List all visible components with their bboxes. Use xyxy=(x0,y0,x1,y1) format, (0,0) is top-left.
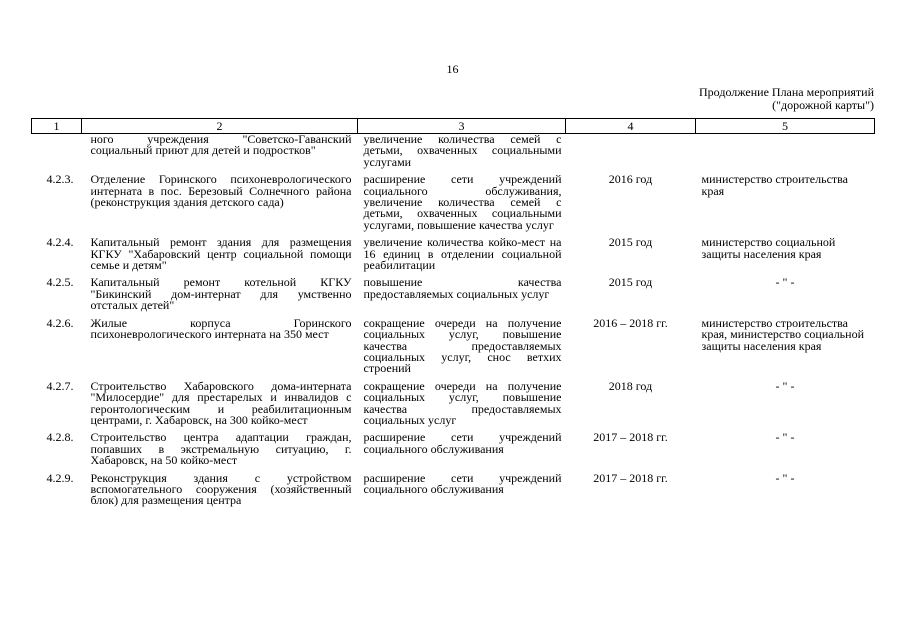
table-row xyxy=(32,312,875,375)
page-number: 16 xyxy=(446,62,459,76)
row-term: 2017 – 2018 гг. xyxy=(593,470,668,485)
row-number: 4.2.6. xyxy=(46,315,74,330)
row-result: повышение качества предоставляемых социальных услуг xyxy=(363,275,562,301)
row-result: сокращение очереди на получение социальных услуг, повышение качества предоставляемых социальных услуг xyxy=(363,378,562,427)
row-number: 4.2.8. xyxy=(46,430,74,445)
table-row xyxy=(32,134,875,169)
row-number: 4.2.3. xyxy=(46,172,74,187)
row-term: 2016 – 2018 гг. xyxy=(593,315,668,330)
row-term xyxy=(566,134,696,169)
row-result: увеличение количества койко-мест на 16 единиц в отделении социальной реабилитации xyxy=(363,235,562,273)
row-event: ного учреждения "Советско-Гаванский социальный приют для детей и подростков" xyxy=(90,132,352,158)
row-event: Отделение Горинского психоневрологического интерната в пос. Березовый Солнечного района (реконструкция здания детского сада) xyxy=(90,172,352,210)
row-responsible: министерство строительства края, министерство социальной защиты населения края xyxy=(701,315,864,353)
row-result: расширение сети учреждений социального обслуживания xyxy=(363,470,562,496)
row-number xyxy=(32,134,82,169)
column-header-5: 5 xyxy=(696,119,875,134)
continuation-heading xyxy=(614,86,874,112)
row-term: 2017 – 2018 гг. xyxy=(593,430,668,445)
table-row xyxy=(32,426,875,466)
table-row xyxy=(32,271,875,311)
row-responsible: - " - xyxy=(775,378,795,393)
row-term: 2016 год xyxy=(608,172,653,187)
row-number: 4.2.4. xyxy=(46,235,74,250)
row-event: Жилые корпуса Горинского психоневрологического интерната на 350 мест xyxy=(90,315,352,342)
row-number: 4.2.5. xyxy=(46,275,74,290)
row-term: 2015 год xyxy=(608,275,653,290)
column-header-4: 4 xyxy=(566,119,696,134)
row-result: расширение сети учреждений социального обслуживания xyxy=(363,430,562,456)
table-row xyxy=(32,168,875,231)
row-event: Капитальный ремонт котельной КГКУ "Бикинский дом-интернат для умственно отсталых детей" xyxy=(90,275,352,313)
row-event: Строительство Хабаровского дома-интерната "Милосердие" для престарелых и инвалидов с геронтологическим и реабилитационным центрами, г. Хабаровск, на 300 койко-мест xyxy=(90,378,352,427)
continuation-line-1: Продолжение Плана мероприятий xyxy=(699,85,874,99)
row-result: расширение сети учреждений социального обслуживания, увеличение количества семей с детьми, охваченных социальными услугами, повышение качества услуг xyxy=(363,172,562,232)
table-row xyxy=(32,231,875,271)
row-responsible: - " - xyxy=(775,275,795,290)
row-term: 2015 год xyxy=(608,235,653,250)
row-event: Строительство центра адаптации граждан, попавших в экстремальную ситуацию, г. Хабаровск, на 50 койко-мест xyxy=(90,430,352,468)
row-term: 2018 год xyxy=(608,378,653,393)
row-result: сокращение очереди на получение социальных услуг, повышение качества предоставляемых социальных услуг, снос ветхих строений xyxy=(363,315,562,376)
row-responsible: - " - xyxy=(775,470,795,485)
column-header-3: 3 xyxy=(358,119,566,134)
row-responsible: - " - xyxy=(775,430,795,445)
row-number: 4.2.7. xyxy=(46,378,74,393)
row-result: увеличение количества семей с детьми, охваченных социальными услугами xyxy=(363,132,562,169)
row-number: 4.2.9. xyxy=(46,470,74,485)
table-row xyxy=(32,375,875,427)
row-responsible xyxy=(696,134,875,169)
row-event: Капитальный ремонт здания для размещения КГКУ "Хабаровский центр социальной помощи семье и детям" xyxy=(90,235,352,273)
row-responsible: министерство социальной защиты населения края xyxy=(701,235,836,261)
row-event: Реконструкция здания с устройством вспомогательного сооружения (хозяйственный блок) для размещения центра xyxy=(90,470,352,508)
continuation-line-2: ("дорожной карты") xyxy=(772,98,874,112)
row-responsible: министерство строительства края xyxy=(701,172,848,198)
table-row xyxy=(32,467,875,507)
column-header-1: 1 xyxy=(32,119,82,134)
column-header-2: 2 xyxy=(82,119,358,134)
plan-table xyxy=(31,118,875,507)
